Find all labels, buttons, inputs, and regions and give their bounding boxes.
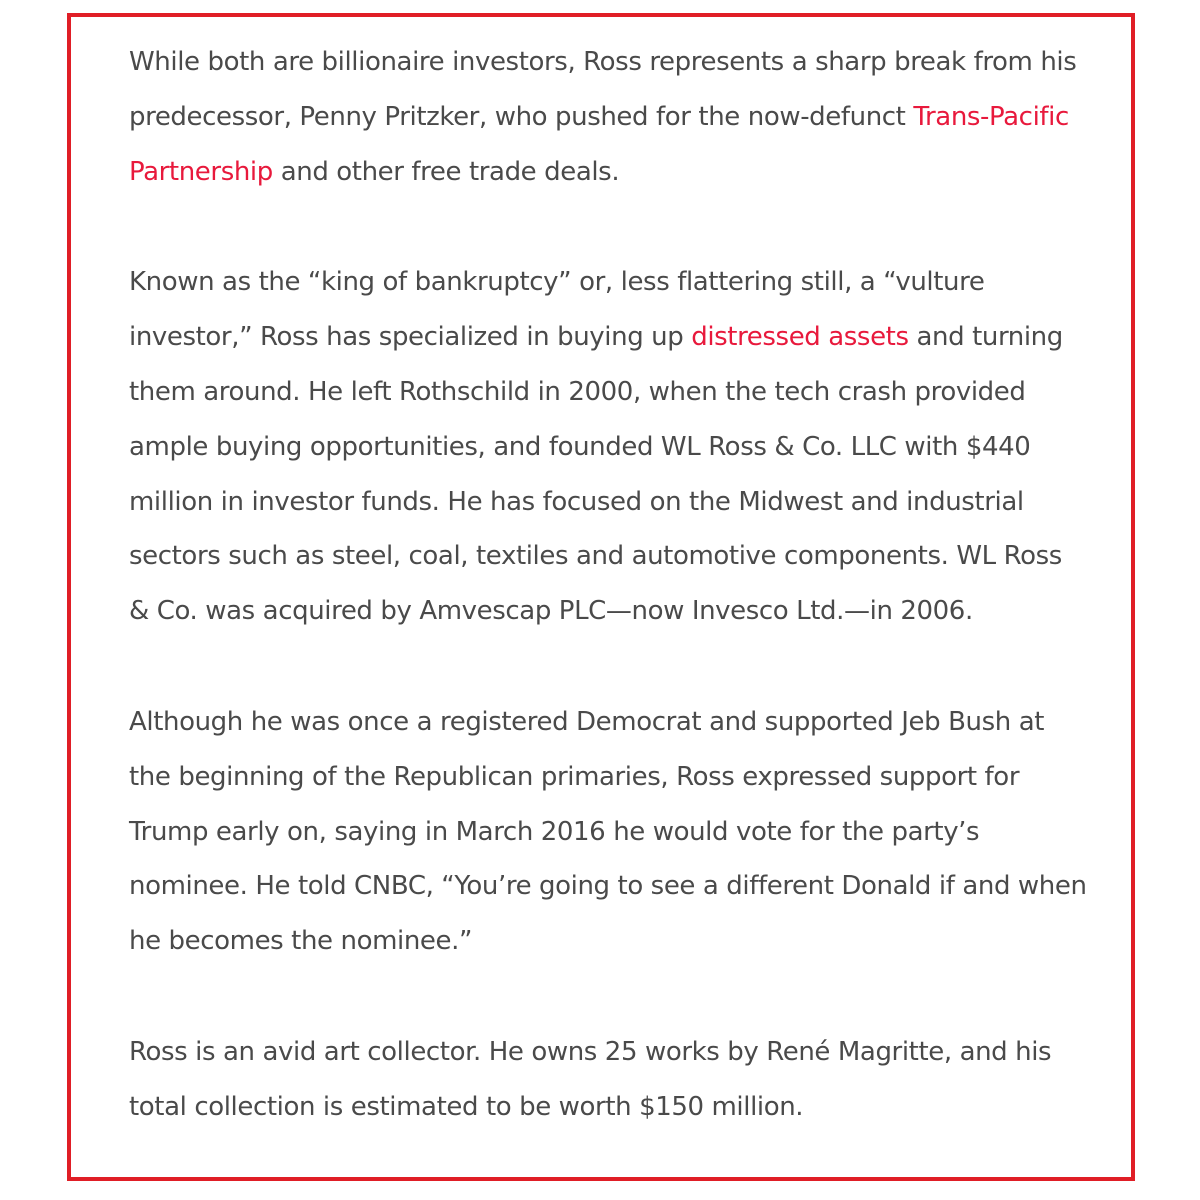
highlight-frame — [67, 13, 1135, 1181]
distressed-assets-link[interactable]: distressed assets — [691, 322, 909, 353]
paragraph-text: and other free trade deals. — [272, 156, 620, 187]
paragraph-text: While both are billionaire investors, Ross represents a sharp break from his predecessor, Penny Pritzker, who pushed for the now-defunct — [129, 47, 1077, 132]
paragraph-predecessor — [129, 35, 1089, 199]
paragraph-text: Known as the “king of bankruptcy” or, less flattering still, a “vulture investor,” Ross has specialized in buying up — [129, 267, 985, 353]
paragraph-text: and turning them around. He left Rothschild in 2000, when the tech crash provided ample buying opportunities, and founded WL Ross & Co. LLC with $440 million in investor funds. He has focused on the Midwest and industrial sectors such as steel, coal, textiles and automotive components. WL Ross & Co. was acquired by Amvescap PLC—now Invesco Ltd.—in 2006. — [129, 322, 1063, 627]
trans-pacific-partnership-link[interactable]: Trans-Pacific Partnership — [129, 101, 1069, 187]
paragraph-art-collector: Ross is an avid art collector. He owns 25 works by René Magritte, and his total collection is estimated to be worth $150 million. — [129, 1036, 1052, 1122]
paragraph-king-of-bankruptcy — [129, 255, 1089, 639]
article-body — [129, 35, 1089, 1135]
paragraph-trump-support: Although he was once a registered Democrat and supported Jeb Bush at the beginning of the Republican primaries, Ross expressed support for Trump early on, saying in March 2016 he would vote for the party’s nominee. He told CNBC, “You’re going to see a different Donald if and when he becomes the nominee.” — [129, 706, 1087, 957]
